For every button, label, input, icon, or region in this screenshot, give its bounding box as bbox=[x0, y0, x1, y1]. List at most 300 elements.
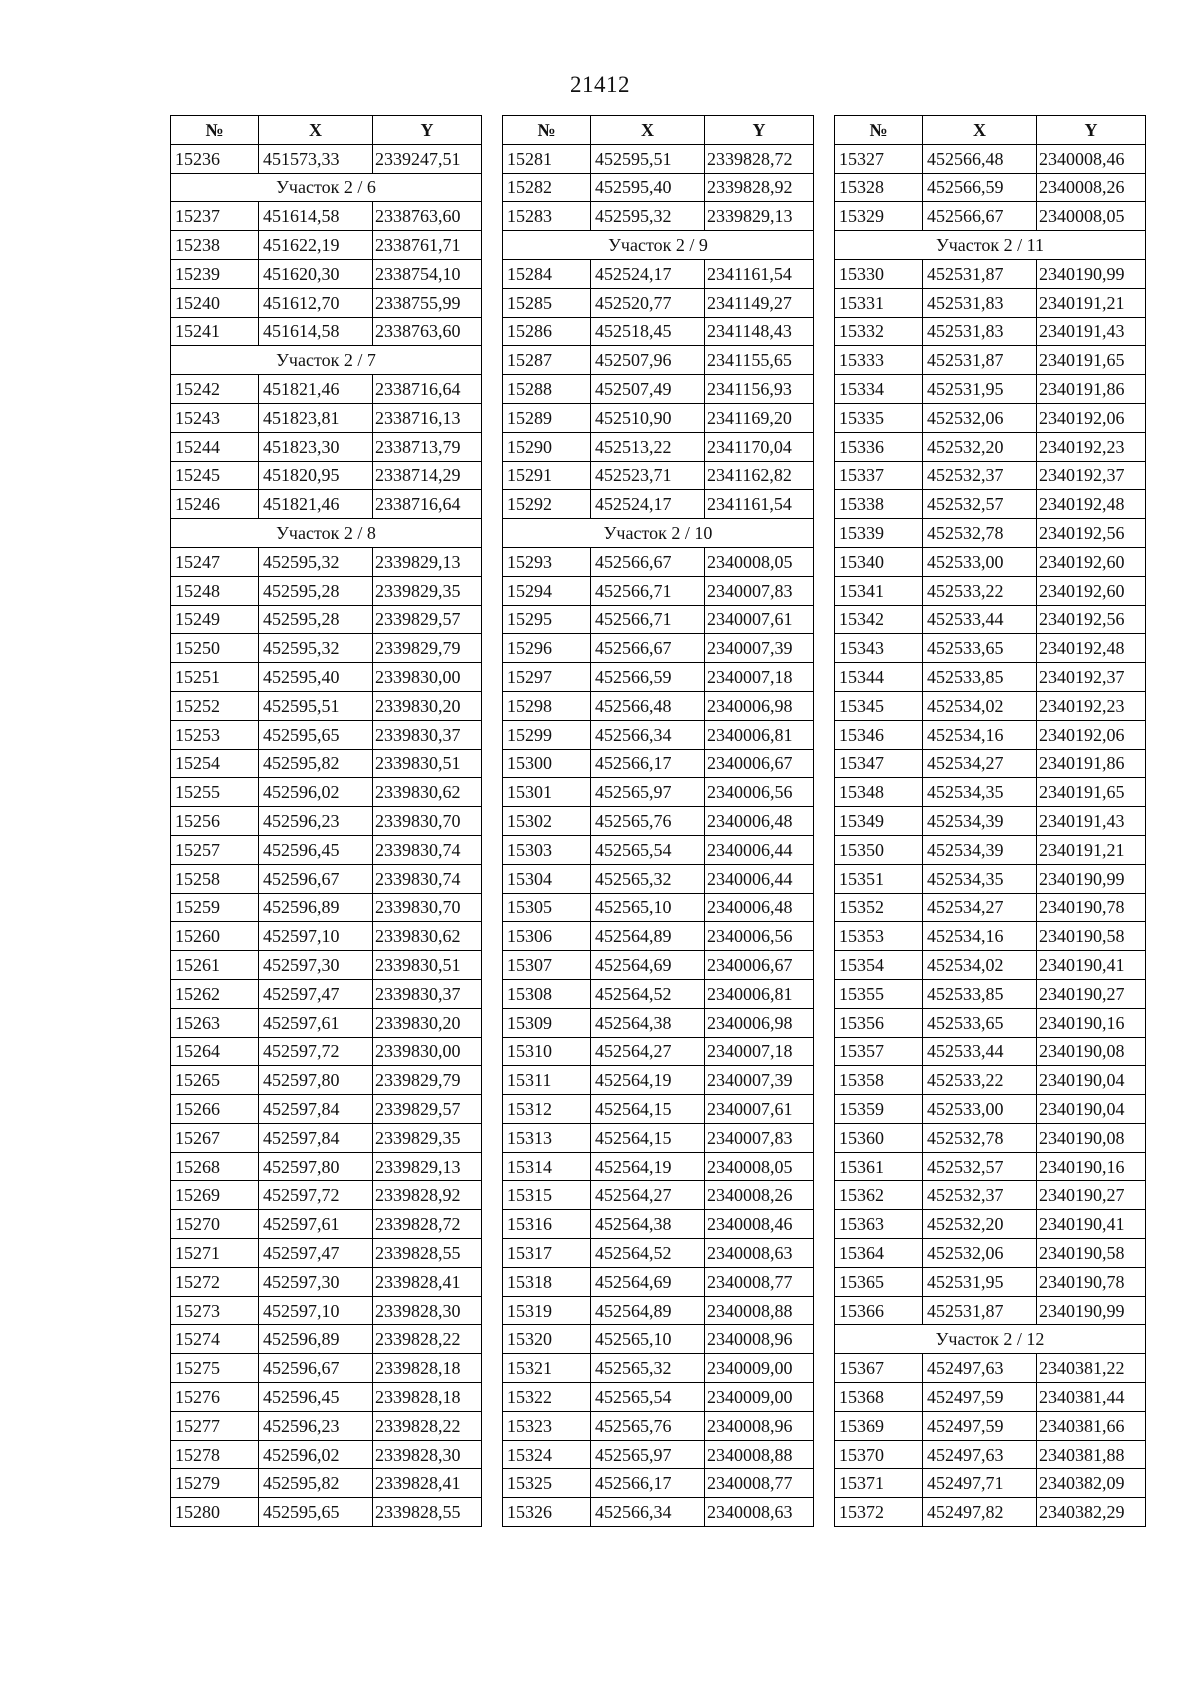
y-coordinate: 2339830,51 bbox=[373, 749, 482, 778]
table-row bbox=[171, 663, 482, 692]
table-row bbox=[171, 922, 482, 951]
y-coordinate: 2340007,61 bbox=[705, 605, 814, 634]
y-coordinate: 2339829,35 bbox=[373, 576, 482, 605]
y-coordinate: 2340008,96 bbox=[705, 1325, 814, 1354]
y-coordinate: 2339828,22 bbox=[373, 1411, 482, 1440]
table-row bbox=[835, 403, 1146, 432]
y-coordinate: 2339829,57 bbox=[373, 1095, 482, 1124]
section-row bbox=[503, 519, 814, 548]
table-row bbox=[171, 1095, 482, 1124]
y-coordinate: 2340008,46 bbox=[1037, 144, 1146, 173]
section-title: Участок 2 / 11 bbox=[835, 231, 1146, 260]
table-row bbox=[171, 576, 482, 605]
y-coordinate: 2339828,41 bbox=[373, 1267, 482, 1296]
table-row bbox=[171, 547, 482, 576]
point-number: 15369 bbox=[835, 1411, 923, 1440]
x-coordinate: 452596,89 bbox=[259, 893, 373, 922]
y-coordinate: 2340190,16 bbox=[1037, 1152, 1146, 1181]
table-row bbox=[503, 1239, 814, 1268]
table-row bbox=[503, 749, 814, 778]
y-coordinate: 2340192,06 bbox=[1037, 720, 1146, 749]
table-row bbox=[171, 720, 482, 749]
point-number: 15304 bbox=[503, 864, 591, 893]
section-row bbox=[171, 519, 482, 548]
table-row bbox=[503, 893, 814, 922]
table-row bbox=[171, 375, 482, 404]
x-coordinate: 452534,35 bbox=[923, 778, 1037, 807]
point-number: 15259 bbox=[171, 893, 259, 922]
point-number: 15346 bbox=[835, 720, 923, 749]
y-coordinate: 2340007,39 bbox=[705, 634, 814, 663]
point-number: 15287 bbox=[503, 346, 591, 375]
x-coordinate: 452497,71 bbox=[923, 1469, 1037, 1498]
y-coordinate: 2340192,23 bbox=[1037, 432, 1146, 461]
table-row bbox=[835, 1210, 1146, 1239]
point-number: 15359 bbox=[835, 1095, 923, 1124]
y-coordinate: 2340009,00 bbox=[705, 1383, 814, 1412]
point-number: 15291 bbox=[503, 461, 591, 490]
table-row bbox=[171, 1411, 482, 1440]
y-coordinate: 2338754,10 bbox=[373, 259, 482, 288]
point-number: 15311 bbox=[503, 1066, 591, 1095]
x-coordinate: 452533,44 bbox=[923, 1037, 1037, 1066]
y-coordinate: 2340008,26 bbox=[1037, 173, 1146, 202]
y-coordinate: 2340381,88 bbox=[1037, 1440, 1146, 1469]
table-row bbox=[171, 749, 482, 778]
table-row bbox=[503, 922, 814, 951]
point-number: 15329 bbox=[835, 202, 923, 231]
x-coordinate: 452564,38 bbox=[591, 1008, 705, 1037]
table-row bbox=[503, 432, 814, 461]
y-coordinate: 2340008,63 bbox=[705, 1498, 814, 1527]
point-number: 15322 bbox=[503, 1383, 591, 1412]
x-coordinate: 452597,10 bbox=[259, 922, 373, 951]
y-coordinate: 2340190,27 bbox=[1037, 1181, 1146, 1210]
x-coordinate: 452565,76 bbox=[591, 1411, 705, 1440]
table-row bbox=[503, 720, 814, 749]
table-row bbox=[835, 461, 1146, 490]
coordinate-table-3 bbox=[834, 115, 1146, 1527]
table-row bbox=[503, 605, 814, 634]
x-coordinate: 452566,67 bbox=[591, 634, 705, 663]
y-coordinate: 2340007,39 bbox=[705, 1066, 814, 1095]
point-number: 15321 bbox=[503, 1354, 591, 1383]
table-row bbox=[503, 1181, 814, 1210]
table-row bbox=[503, 1210, 814, 1239]
point-number: 15288 bbox=[503, 375, 591, 404]
table-row bbox=[835, 1411, 1146, 1440]
point-number: 15250 bbox=[171, 634, 259, 663]
point-number: 15324 bbox=[503, 1440, 591, 1469]
x-coordinate: 452595,51 bbox=[591, 144, 705, 173]
point-number: 15364 bbox=[835, 1239, 923, 1268]
table-row bbox=[171, 1325, 482, 1354]
point-number: 15309 bbox=[503, 1008, 591, 1037]
y-coordinate: 2339828,30 bbox=[373, 1440, 482, 1469]
x-coordinate: 452597,61 bbox=[259, 1008, 373, 1037]
x-coordinate: 452564,15 bbox=[591, 1123, 705, 1152]
point-number: 15267 bbox=[171, 1123, 259, 1152]
x-coordinate: 451620,30 bbox=[259, 259, 373, 288]
header-x: X bbox=[259, 116, 373, 145]
section-title: Участок 2 / 10 bbox=[503, 519, 814, 548]
table-row bbox=[503, 1296, 814, 1325]
point-number: 15352 bbox=[835, 893, 923, 922]
y-coordinate: 2339829,79 bbox=[373, 1066, 482, 1095]
point-number: 15284 bbox=[503, 259, 591, 288]
x-coordinate: 452595,32 bbox=[259, 547, 373, 576]
y-coordinate: 2338755,99 bbox=[373, 288, 482, 317]
table-row bbox=[171, 1181, 482, 1210]
point-number: 15325 bbox=[503, 1469, 591, 1498]
point-number: 15300 bbox=[503, 749, 591, 778]
x-coordinate: 452532,06 bbox=[923, 1239, 1037, 1268]
table-row bbox=[171, 1354, 482, 1383]
y-coordinate: 2339828,55 bbox=[373, 1498, 482, 1527]
x-coordinate: 452531,87 bbox=[923, 346, 1037, 375]
table-row bbox=[835, 864, 1146, 893]
table-row bbox=[835, 1498, 1146, 1527]
y-coordinate: 2340006,56 bbox=[705, 922, 814, 951]
point-number: 15349 bbox=[835, 807, 923, 836]
y-coordinate: 2338716,13 bbox=[373, 403, 482, 432]
x-coordinate: 452532,20 bbox=[923, 1210, 1037, 1239]
table-row bbox=[835, 634, 1146, 663]
point-number: 15243 bbox=[171, 403, 259, 432]
table-row bbox=[503, 461, 814, 490]
point-number: 15335 bbox=[835, 403, 923, 432]
point-number: 15350 bbox=[835, 835, 923, 864]
table-row bbox=[503, 144, 814, 173]
point-number: 15318 bbox=[503, 1267, 591, 1296]
x-coordinate: 452596,02 bbox=[259, 1440, 373, 1469]
point-number: 15279 bbox=[171, 1469, 259, 1498]
x-coordinate: 452533,00 bbox=[923, 1095, 1037, 1124]
y-coordinate: 2339830,20 bbox=[373, 1008, 482, 1037]
x-coordinate: 452597,61 bbox=[259, 1210, 373, 1239]
x-coordinate: 452497,59 bbox=[923, 1383, 1037, 1412]
point-number: 15348 bbox=[835, 778, 923, 807]
x-coordinate: 452596,02 bbox=[259, 778, 373, 807]
x-coordinate: 452523,71 bbox=[591, 461, 705, 490]
y-coordinate: 2341170,04 bbox=[705, 432, 814, 461]
y-coordinate: 2339830,00 bbox=[373, 663, 482, 692]
point-number: 15370 bbox=[835, 1440, 923, 1469]
table-row bbox=[171, 605, 482, 634]
y-coordinate: 2340008,05 bbox=[705, 1152, 814, 1181]
y-coordinate: 2339830,00 bbox=[373, 1037, 482, 1066]
header-y: Y bbox=[1037, 116, 1146, 145]
point-number: 15301 bbox=[503, 778, 591, 807]
y-coordinate: 2340008,88 bbox=[705, 1296, 814, 1325]
y-coordinate: 2339828,18 bbox=[373, 1383, 482, 1412]
x-coordinate: 452565,76 bbox=[591, 807, 705, 836]
x-coordinate: 452596,23 bbox=[259, 807, 373, 836]
y-coordinate: 2339830,74 bbox=[373, 835, 482, 864]
y-coordinate: 2340008,05 bbox=[1037, 202, 1146, 231]
x-coordinate: 451612,70 bbox=[259, 288, 373, 317]
x-coordinate: 452524,17 bbox=[591, 259, 705, 288]
point-number: 15285 bbox=[503, 288, 591, 317]
y-coordinate: 2339829,57 bbox=[373, 605, 482, 634]
table-row bbox=[171, 432, 482, 461]
point-number: 15251 bbox=[171, 663, 259, 692]
point-number: 15256 bbox=[171, 807, 259, 836]
table-row bbox=[503, 1383, 814, 1412]
point-number: 15308 bbox=[503, 979, 591, 1008]
point-number: 15248 bbox=[171, 576, 259, 605]
x-coordinate: 452518,45 bbox=[591, 317, 705, 346]
x-coordinate: 452596,23 bbox=[259, 1411, 373, 1440]
point-number: 15303 bbox=[503, 835, 591, 864]
x-coordinate: 452532,57 bbox=[923, 1152, 1037, 1181]
point-number: 15292 bbox=[503, 490, 591, 519]
table-row bbox=[503, 1037, 814, 1066]
x-coordinate: 452597,47 bbox=[259, 1239, 373, 1268]
table-row bbox=[835, 979, 1146, 1008]
point-number: 15328 bbox=[835, 173, 923, 202]
y-coordinate: 2340192,37 bbox=[1037, 663, 1146, 692]
x-coordinate: 452564,27 bbox=[591, 1181, 705, 1210]
y-coordinate: 2339829,13 bbox=[373, 547, 482, 576]
section-row bbox=[835, 1325, 1146, 1354]
point-number: 15357 bbox=[835, 1037, 923, 1066]
point-number: 15278 bbox=[171, 1440, 259, 1469]
y-coordinate: 2340190,04 bbox=[1037, 1066, 1146, 1095]
x-coordinate: 452564,27 bbox=[591, 1037, 705, 1066]
point-number: 15306 bbox=[503, 922, 591, 951]
point-number: 15236 bbox=[171, 144, 259, 173]
point-number: 15326 bbox=[503, 1498, 591, 1527]
table-row bbox=[503, 1440, 814, 1469]
point-number: 15363 bbox=[835, 1210, 923, 1239]
x-coordinate: 452532,37 bbox=[923, 1181, 1037, 1210]
y-coordinate: 2339829,35 bbox=[373, 1123, 482, 1152]
x-coordinate: 452566,59 bbox=[591, 663, 705, 692]
x-coordinate: 452534,35 bbox=[923, 864, 1037, 893]
table-row bbox=[171, 1210, 482, 1239]
point-number: 15368 bbox=[835, 1383, 923, 1412]
x-coordinate: 452566,59 bbox=[923, 173, 1037, 202]
table-row bbox=[835, 1383, 1146, 1412]
x-coordinate: 452597,30 bbox=[259, 951, 373, 980]
x-coordinate: 452564,69 bbox=[591, 1267, 705, 1296]
point-number: 15305 bbox=[503, 893, 591, 922]
x-coordinate: 452565,10 bbox=[591, 893, 705, 922]
x-coordinate: 452533,85 bbox=[923, 979, 1037, 1008]
table-row bbox=[503, 547, 814, 576]
table-row bbox=[503, 1354, 814, 1383]
header-row bbox=[835, 116, 1146, 145]
table-row bbox=[503, 375, 814, 404]
point-number: 15358 bbox=[835, 1066, 923, 1095]
section-row bbox=[503, 231, 814, 260]
x-coordinate: 452566,48 bbox=[591, 691, 705, 720]
point-number: 15289 bbox=[503, 403, 591, 432]
y-coordinate: 2340190,41 bbox=[1037, 1210, 1146, 1239]
y-coordinate: 2340381,44 bbox=[1037, 1383, 1146, 1412]
y-coordinate: 2340006,44 bbox=[705, 835, 814, 864]
y-coordinate: 2340006,67 bbox=[705, 951, 814, 980]
y-coordinate: 2340009,00 bbox=[705, 1354, 814, 1383]
point-number: 15302 bbox=[503, 807, 591, 836]
point-number: 15264 bbox=[171, 1037, 259, 1066]
x-coordinate: 451823,30 bbox=[259, 432, 373, 461]
x-coordinate: 452510,90 bbox=[591, 403, 705, 432]
x-coordinate: 452564,52 bbox=[591, 979, 705, 1008]
x-coordinate: 452532,06 bbox=[923, 403, 1037, 432]
y-coordinate: 2341148,43 bbox=[705, 317, 814, 346]
header-row bbox=[171, 116, 482, 145]
y-coordinate: 2339829,79 bbox=[373, 634, 482, 663]
point-number: 15310 bbox=[503, 1037, 591, 1066]
table-row bbox=[171, 403, 482, 432]
x-coordinate: 452566,67 bbox=[923, 202, 1037, 231]
table-row bbox=[503, 1267, 814, 1296]
table-row bbox=[835, 720, 1146, 749]
table-row bbox=[503, 663, 814, 692]
table-row bbox=[503, 202, 814, 231]
x-coordinate: 452595,65 bbox=[259, 720, 373, 749]
table-row bbox=[835, 1354, 1146, 1383]
table-row bbox=[503, 173, 814, 202]
point-number: 15345 bbox=[835, 691, 923, 720]
y-coordinate: 2341156,93 bbox=[705, 375, 814, 404]
x-coordinate: 452531,95 bbox=[923, 375, 1037, 404]
y-coordinate: 2340192,60 bbox=[1037, 547, 1146, 576]
table-row bbox=[835, 807, 1146, 836]
y-coordinate: 2340192,06 bbox=[1037, 403, 1146, 432]
point-number: 15344 bbox=[835, 663, 923, 692]
y-coordinate: 2340008,63 bbox=[705, 1239, 814, 1268]
x-coordinate: 452534,02 bbox=[923, 951, 1037, 980]
y-coordinate: 2339830,37 bbox=[373, 720, 482, 749]
y-coordinate: 2338716,64 bbox=[373, 490, 482, 519]
table-row bbox=[503, 1066, 814, 1095]
y-coordinate: 2340381,22 bbox=[1037, 1354, 1146, 1383]
point-number: 15253 bbox=[171, 720, 259, 749]
x-coordinate: 452513,22 bbox=[591, 432, 705, 461]
table-row bbox=[835, 922, 1146, 951]
x-coordinate: 452497,63 bbox=[923, 1440, 1037, 1469]
x-coordinate: 452566,71 bbox=[591, 605, 705, 634]
table-row bbox=[171, 202, 482, 231]
y-coordinate: 2339830,74 bbox=[373, 864, 482, 893]
point-number: 15262 bbox=[171, 979, 259, 1008]
point-number: 15351 bbox=[835, 864, 923, 893]
x-coordinate: 452595,82 bbox=[259, 1469, 373, 1498]
header-x: X bbox=[591, 116, 705, 145]
table-row bbox=[835, 202, 1146, 231]
section-title: Участок 2 / 7 bbox=[171, 346, 482, 375]
y-coordinate: 2340192,56 bbox=[1037, 605, 1146, 634]
x-coordinate: 452566,17 bbox=[591, 749, 705, 778]
y-coordinate: 2340006,81 bbox=[705, 720, 814, 749]
y-coordinate: 2341169,20 bbox=[705, 403, 814, 432]
table-row bbox=[503, 1152, 814, 1181]
x-coordinate: 452597,72 bbox=[259, 1037, 373, 1066]
point-number: 15339 bbox=[835, 519, 923, 548]
y-coordinate: 2340190,99 bbox=[1037, 259, 1146, 288]
point-number: 15340 bbox=[835, 547, 923, 576]
x-coordinate: 452565,54 bbox=[591, 835, 705, 864]
x-coordinate: 452595,28 bbox=[259, 576, 373, 605]
table-row bbox=[171, 1383, 482, 1412]
table-row bbox=[835, 893, 1146, 922]
y-coordinate: 2340008,88 bbox=[705, 1440, 814, 1469]
point-number: 15265 bbox=[171, 1066, 259, 1095]
point-number: 15246 bbox=[171, 490, 259, 519]
y-coordinate: 2340191,65 bbox=[1037, 346, 1146, 375]
table-row bbox=[171, 979, 482, 1008]
table-row bbox=[171, 288, 482, 317]
y-coordinate: 2340192,23 bbox=[1037, 691, 1146, 720]
y-coordinate: 2340192,48 bbox=[1037, 490, 1146, 519]
x-coordinate: 452520,77 bbox=[591, 288, 705, 317]
y-coordinate: 2339830,51 bbox=[373, 951, 482, 980]
y-coordinate: 2340190,58 bbox=[1037, 922, 1146, 951]
y-coordinate: 2340190,41 bbox=[1037, 951, 1146, 980]
y-coordinate: 2340007,83 bbox=[705, 576, 814, 605]
x-coordinate: 452533,65 bbox=[923, 1008, 1037, 1037]
table-row bbox=[835, 375, 1146, 404]
table-row bbox=[503, 1095, 814, 1124]
point-number: 15334 bbox=[835, 375, 923, 404]
x-coordinate: 452531,87 bbox=[923, 259, 1037, 288]
x-coordinate: 452597,80 bbox=[259, 1152, 373, 1181]
header-number: № bbox=[835, 116, 923, 145]
table-row bbox=[835, 1037, 1146, 1066]
table-row bbox=[503, 1008, 814, 1037]
point-number: 15316 bbox=[503, 1210, 591, 1239]
point-number: 15323 bbox=[503, 1411, 591, 1440]
x-coordinate: 452596,45 bbox=[259, 1383, 373, 1412]
point-number: 15298 bbox=[503, 691, 591, 720]
point-number: 15327 bbox=[835, 144, 923, 173]
x-coordinate: 452597,30 bbox=[259, 1267, 373, 1296]
y-coordinate: 2339247,51 bbox=[373, 144, 482, 173]
x-coordinate: 452564,19 bbox=[591, 1066, 705, 1095]
y-coordinate: 2340191,21 bbox=[1037, 835, 1146, 864]
y-coordinate: 2339828,18 bbox=[373, 1354, 482, 1383]
y-coordinate: 2339828,22 bbox=[373, 1325, 482, 1354]
table-row bbox=[171, 1239, 482, 1268]
table-row bbox=[835, 691, 1146, 720]
y-coordinate: 2340190,58 bbox=[1037, 1239, 1146, 1268]
y-coordinate: 2340191,86 bbox=[1037, 749, 1146, 778]
table-row bbox=[503, 951, 814, 980]
y-coordinate: 2339829,13 bbox=[705, 202, 814, 231]
table-row bbox=[171, 1469, 482, 1498]
point-number: 15290 bbox=[503, 432, 591, 461]
table-row bbox=[835, 259, 1146, 288]
x-coordinate: 452566,34 bbox=[591, 1498, 705, 1527]
point-number: 15272 bbox=[171, 1267, 259, 1296]
table-row bbox=[503, 576, 814, 605]
y-coordinate: 2340007,18 bbox=[705, 663, 814, 692]
y-coordinate: 2340006,98 bbox=[705, 1008, 814, 1037]
table-row bbox=[171, 893, 482, 922]
y-coordinate: 2339828,41 bbox=[373, 1469, 482, 1498]
point-number: 15362 bbox=[835, 1181, 923, 1210]
table-row bbox=[503, 778, 814, 807]
y-coordinate: 2340190,08 bbox=[1037, 1123, 1146, 1152]
table-row bbox=[503, 1498, 814, 1527]
x-coordinate: 452597,80 bbox=[259, 1066, 373, 1095]
y-coordinate: 2340190,27 bbox=[1037, 979, 1146, 1008]
point-number: 15275 bbox=[171, 1354, 259, 1383]
y-coordinate: 2339830,70 bbox=[373, 807, 482, 836]
